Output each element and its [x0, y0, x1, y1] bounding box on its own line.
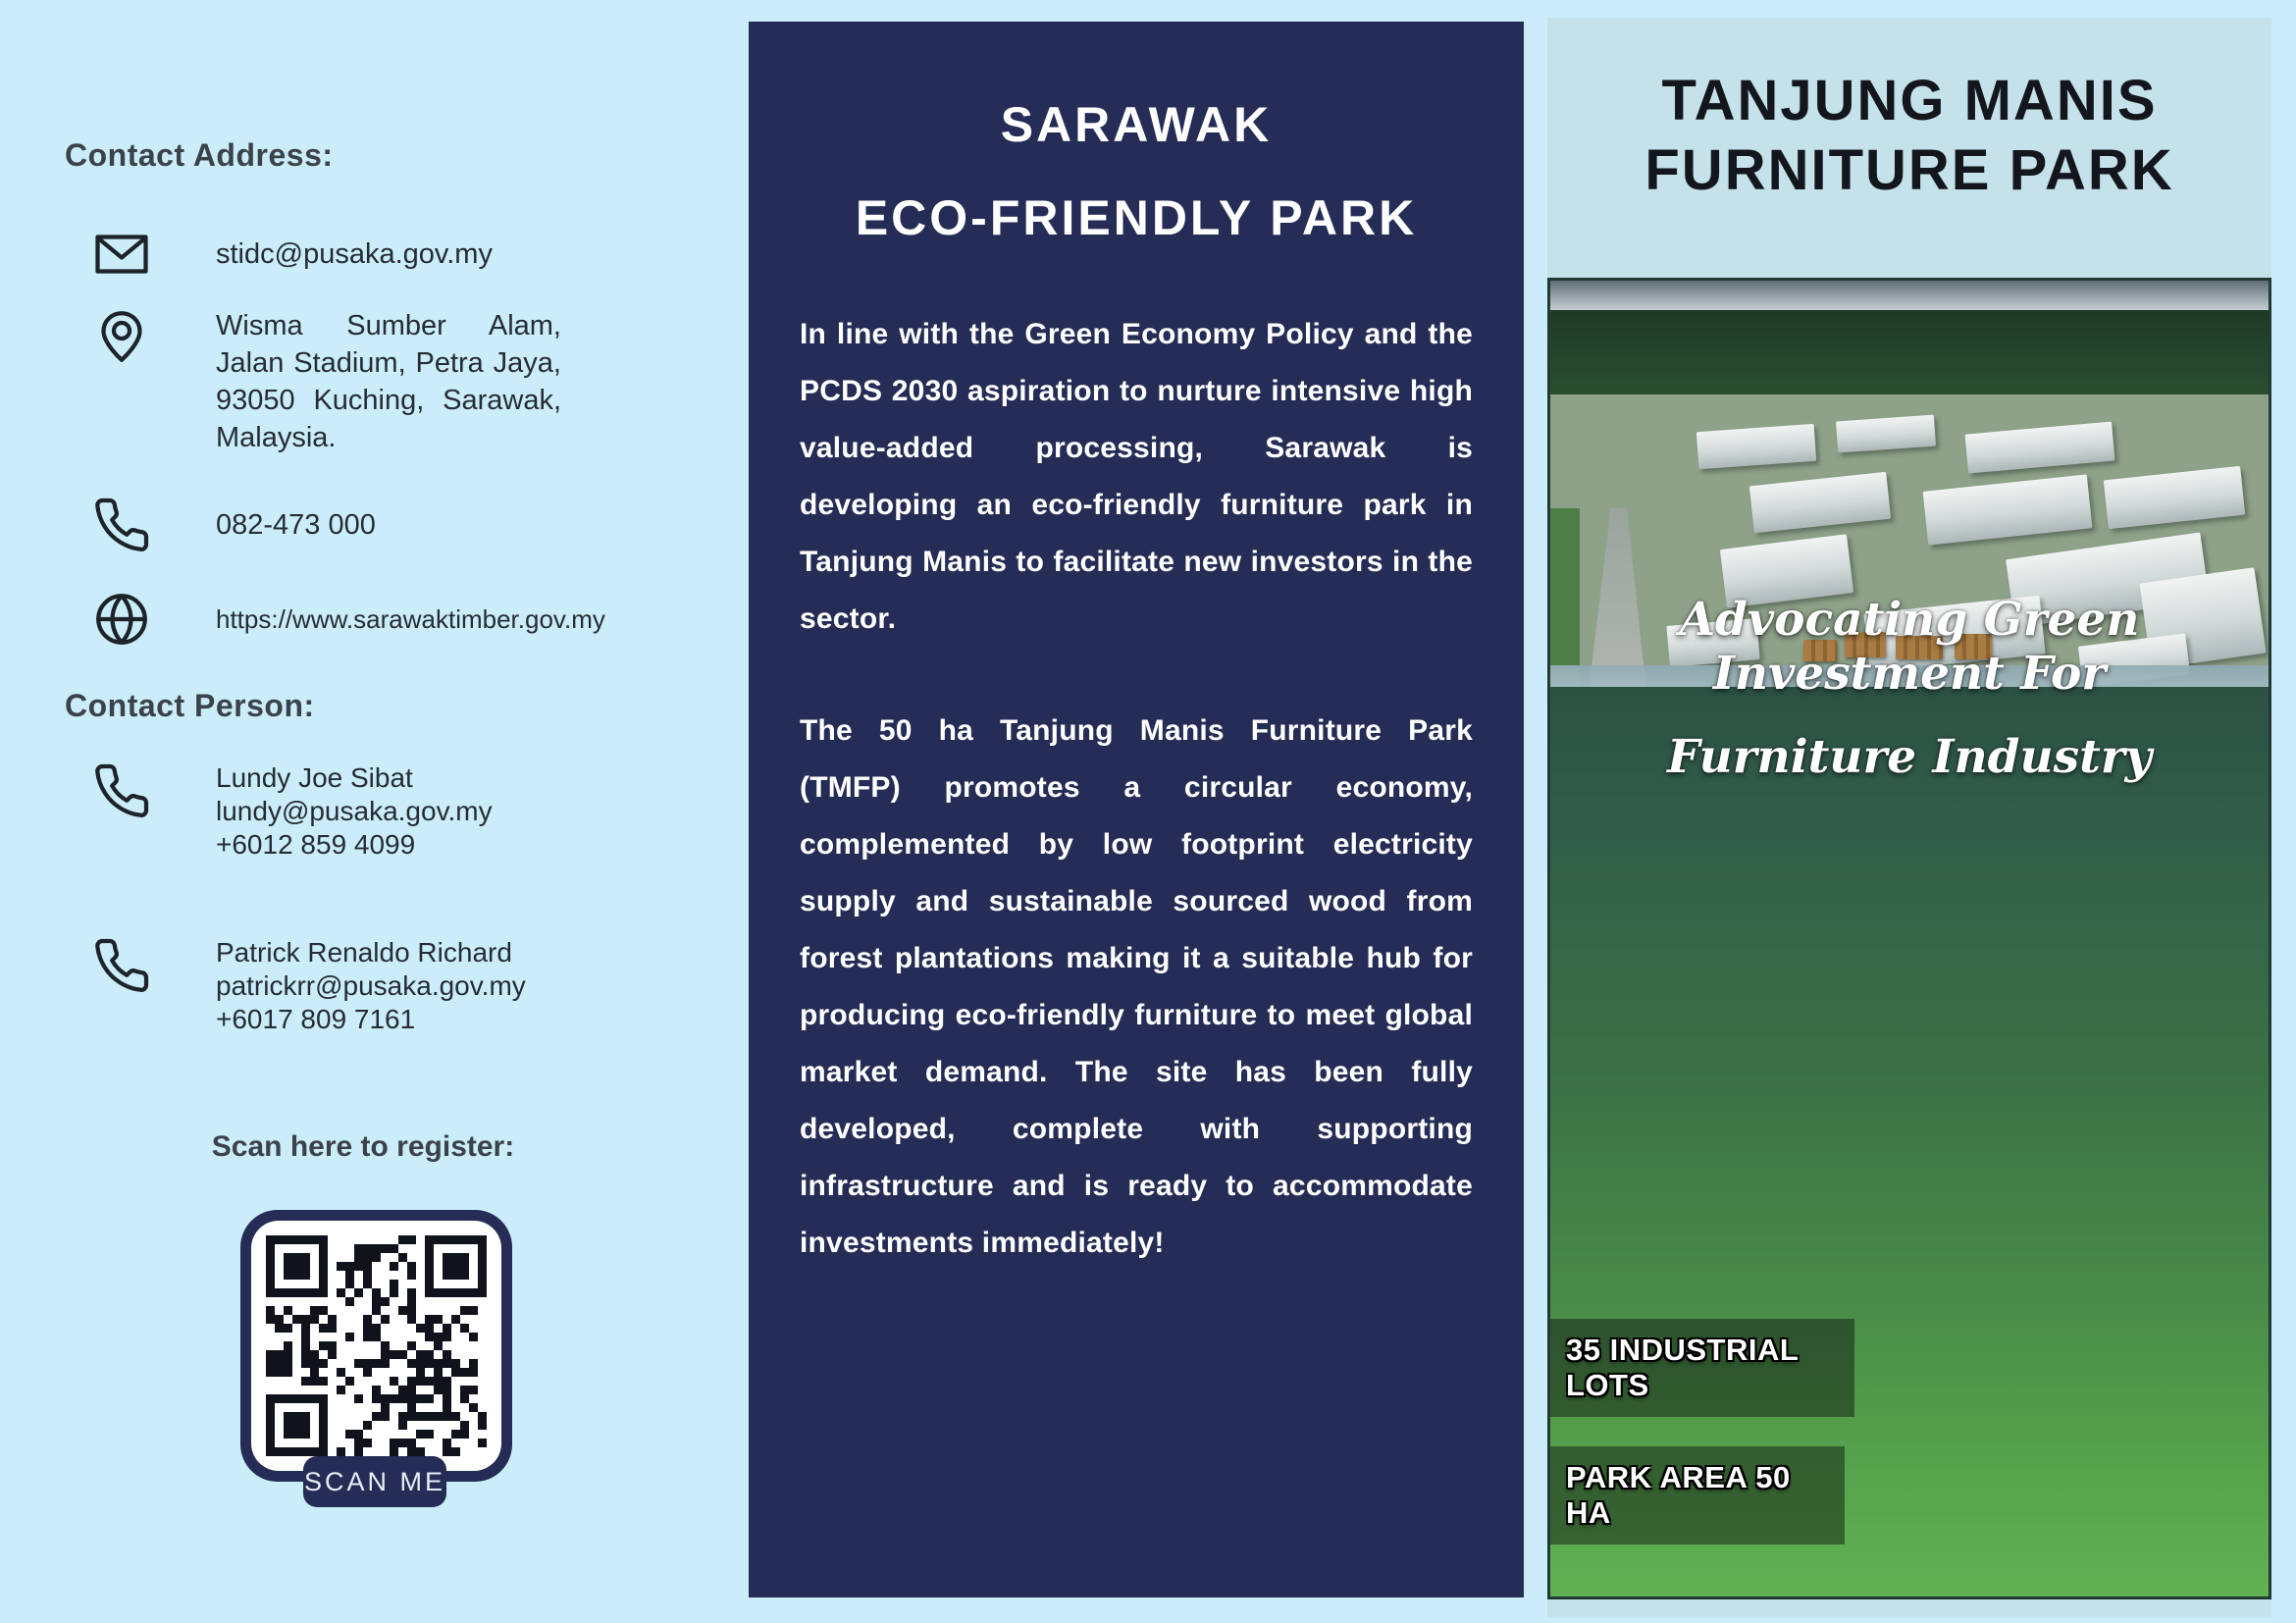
contact-person-2 [65, 936, 595, 1036]
industrial-lots-badge: 35 INDUSTRIAL LOTS [1550, 1319, 1854, 1417]
middle-panel [749, 22, 1524, 1597]
qr-code-inner [251, 1221, 501, 1471]
photo-warehouse [1836, 415, 1936, 453]
photo-sky [1550, 281, 2269, 310]
phone-icon [65, 761, 216, 820]
contact-address-heading: Contact Address: [65, 137, 334, 173]
phone-icon [65, 496, 216, 554]
middle-panel-title [800, 79, 1473, 265]
globe-icon [65, 590, 216, 649]
person-name: Lundy Joe Sibat [216, 762, 413, 793]
email-icon [65, 225, 216, 284]
address-value: Wisma Sumber Alam, Jalan Stadium, Petra Jaya, 93050 Kuching, Sarawak, Malaysia. [216, 310, 561, 453]
email-value: stidc@pusaka.gov.my [216, 238, 493, 270]
slogan-line1: Advocating Green Investment For [1679, 593, 2140, 701]
address-row [65, 307, 595, 456]
person-phone: +6012 859 4099 [216, 829, 416, 860]
qr-code-pattern [266, 1235, 487, 1456]
phone-value: 082-473 000 [216, 509, 376, 541]
photo-far-forest [1550, 310, 2269, 394]
middle-title-line1: SARAWAK [1000, 97, 1273, 152]
photo-warehouse [1965, 422, 2115, 474]
park-area-badge: PARK AREA 50 HA [1550, 1446, 1845, 1544]
middle-title-line2: ECO-FRIENDLY PARK [855, 190, 1418, 245]
website-row [65, 590, 605, 649]
person-phone: +6017 809 7161 [216, 1004, 416, 1034]
contact-person-2-details [216, 936, 526, 1036]
person-email: patrickrr@pusaka.gov.my [216, 970, 526, 1001]
right-panel [1547, 18, 2271, 1617]
phone-icon [65, 936, 216, 995]
aerial-photo [1547, 278, 2271, 1599]
details-paragraph: The 50 ha Tanjung Manis Furniture Park (TMFP) promotes a circular economy, complemented by low footprint electricity supply and sustainable sourced wood from forest plantations making it a suitable hub for producing eco-friendly furniture to meet global market demand. The site has been fully developed, complete with supporting infrastructure and is ready to accommodate investments immediately! [800, 714, 1473, 1259]
photo-slogan [1550, 593, 2269, 784]
park-title-line1: TANJUNG MANIS [1661, 69, 2158, 132]
park-title-line2: FURNITURE PARK [1644, 137, 2174, 202]
park-title [1547, 18, 2271, 206]
contact-person-1 [65, 761, 595, 862]
email-row [65, 225, 595, 284]
left-panel [65, 137, 605, 1036]
photo-warehouse [1749, 472, 1891, 533]
intro-paragraph: In line with the Green Economy Policy and the PCDS 2030 aspiration to nurture intensive high value-added processing, Sarawak is developing an eco-friendly furniture park in Tanjung Manis to facilitate new investors in the sector. [800, 318, 1473, 635]
person-email: lundy@pusaka.gov.my [216, 796, 493, 826]
qr-code [240, 1210, 512, 1482]
person-name: Patrick Renaldo Richard [216, 937, 512, 968]
slogan-line2: Furniture Industry [1667, 730, 2152, 784]
phone-row [65, 496, 595, 554]
photo-warehouse [2104, 466, 2245, 529]
contact-person-1-details [216, 761, 493, 862]
location-pin-icon [65, 307, 216, 366]
photo-warehouse [1696, 424, 1816, 469]
website-value: https://www.sarawaktimber.gov.my [216, 604, 605, 634]
photo-warehouse [1923, 474, 2093, 545]
contact-person-heading: Contact Person: [65, 688, 315, 723]
scan-register-heading: Scan here to register: [211, 1130, 515, 1163]
scan-me-badge: SCAN ME [303, 1456, 446, 1507]
